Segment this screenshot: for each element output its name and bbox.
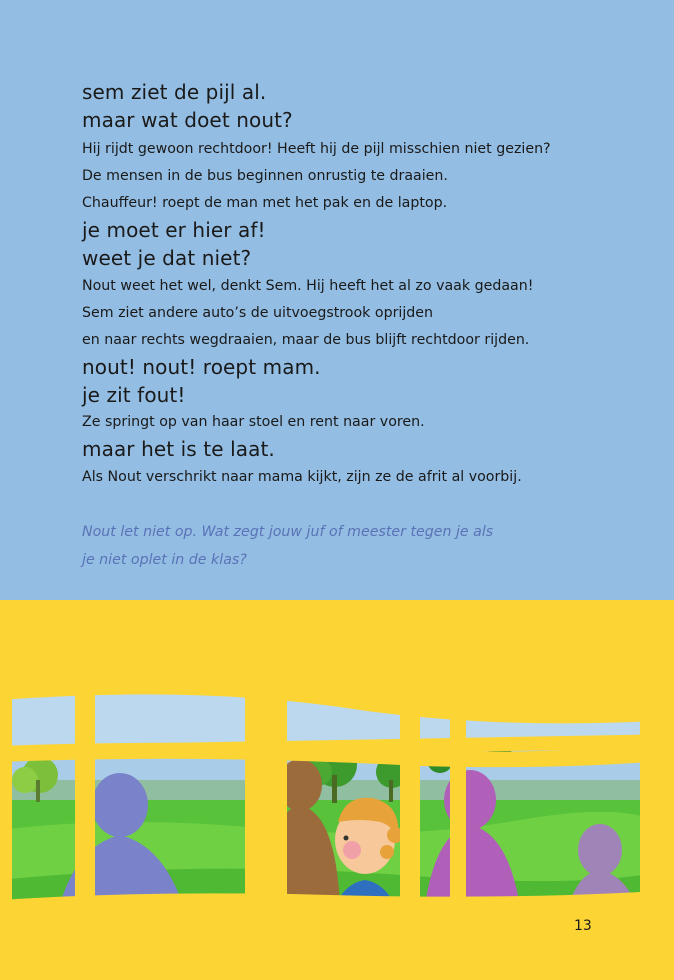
reflection-question-line-1: Nout let niet op. Wat zegt jouw juf of meester tegen je als [82, 524, 494, 540]
page-number: 13 [574, 918, 592, 934]
story-line: weet je dat niet? [82, 246, 252, 270]
story-line: De mensen in de bus beginnen onrustig te draaien. [82, 168, 448, 184]
story-line: je zit fout! [82, 383, 186, 407]
story-line: Chauffeur! roept de man met het pak en de laptop. [82, 195, 448, 211]
story-line: Sem ziet andere auto’s de uitvoegstrook oprijden [82, 305, 434, 321]
story-line: nout! nout! roept mam. [82, 355, 321, 379]
story-line: je moet er hier af! [82, 218, 266, 242]
story-line: en naar rechts wegdraaien, maar de bus blijft rechtdoor rijden. [82, 332, 530, 348]
bus-interior-illustration [0, 600, 674, 980]
story-line: maar het is te laat. [82, 437, 275, 461]
reflection-question-line-2: je niet oplet in de klas? [82, 552, 247, 568]
story-line: Hij rijdt gewoon rechtdoor! Heeft hij de pijl misschien niet gezien? [82, 141, 551, 157]
story-line: Ze springt op van haar stoel en rent naar voren. [82, 414, 425, 430]
story-line: Als Nout verschrikt naar mama kijkt, zijn ze de afrit al voorbij. [82, 469, 522, 485]
story-line: maar wat doet nout? [82, 108, 293, 132]
story-line: sem ziet de pijl al. [82, 80, 267, 104]
story-line: Nout weet het wel, denkt Sem. Hij heeft het al zo vaak gedaan! [82, 278, 534, 294]
